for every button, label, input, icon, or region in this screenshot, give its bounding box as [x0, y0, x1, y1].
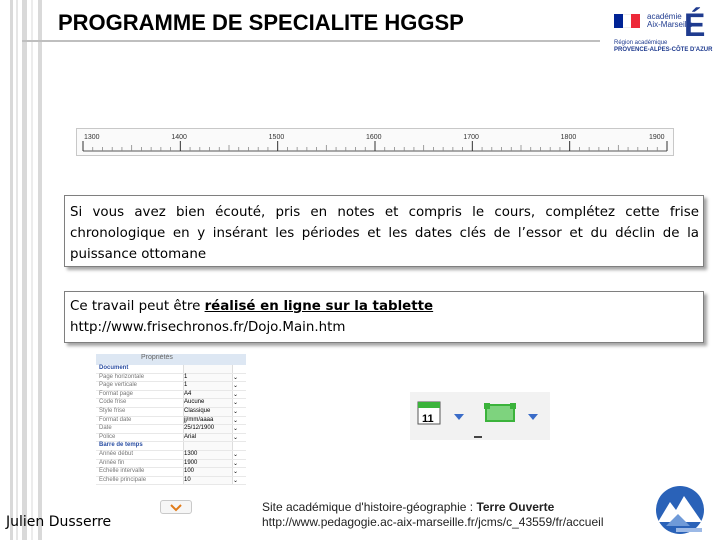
svg-text:11: 11 — [422, 413, 434, 425]
property-row[interactable] — [96, 442, 246, 451]
property-label: Echelle principale — [99, 476, 147, 483]
decorative-bars — [0, 0, 46, 540]
chevron-down-icon[interactable]: ⌄ — [232, 425, 245, 433]
online-url-link[interactable]: http://www.frisechronos.fr/Dojo.Main.htm — [70, 320, 346, 335]
property-value[interactable]: 1 — [183, 374, 232, 382]
logo-letter: É — [684, 7, 706, 43]
property-row[interactable] — [96, 417, 246, 426]
property-value[interactable]: 25/12/1900 — [183, 425, 232, 433]
property-row[interactable] — [96, 382, 246, 391]
chevron-down-icon[interactable]: ⌄ — [232, 434, 245, 442]
property-label: Page verticale — [99, 382, 138, 389]
property-label: Code frise — [99, 399, 127, 406]
property-label: Année fin — [99, 459, 125, 466]
property-row[interactable] — [96, 365, 246, 374]
properties-rows — [96, 365, 246, 485]
property-value[interactable]: jj/mm/aaaa — [183, 417, 232, 425]
instructions-text: Si vous avez bien écouté, pris en notes et compris le cours, complétez cette frise chronologique en y insérant les périodes et les dates clés de l’essor et du déclin de la puissance ottomane — [70, 205, 699, 262]
property-row[interactable] — [96, 434, 246, 443]
timeline-tick-label: 1400 — [171, 134, 187, 141]
timeline-tick-label: 1900 — [649, 134, 665, 141]
property-value[interactable]: Classique — [183, 408, 232, 416]
property-row[interactable] — [96, 399, 246, 408]
property-label: Format page — [99, 390, 134, 397]
property-label: Style frise — [99, 407, 126, 414]
chevron-down-icon[interactable]: ⌄ — [232, 417, 245, 425]
chevron-down-icon[interactable] — [454, 414, 464, 420]
online-text-prefix: Ce travail peut être — [70, 299, 205, 314]
property-value[interactable]: Arial — [183, 434, 232, 442]
chevron-down-icon — [161, 502, 191, 514]
online-emphasis: réalisé en ligne sur la tablette — [204, 299, 434, 314]
ok-button[interactable] — [160, 500, 192, 514]
logo-academie-text: académie Aix-Marseille — [647, 12, 693, 29]
property-label: Police — [99, 433, 116, 440]
property-row[interactable] — [96, 391, 246, 400]
site-credit-prefix: Site académique d'histoire-géographie : — [262, 500, 477, 514]
chevron-down-icon[interactable]: ⌄ — [232, 408, 245, 416]
chevron-down-icon[interactable]: ⌄ — [232, 382, 245, 390]
calendar-icon[interactable] — [418, 402, 440, 425]
property-row[interactable] — [96, 468, 246, 477]
page-title: PROGRAMME DE SPECIALITE HGGSP — [58, 10, 464, 35]
property-value[interactable]: A4 — [183, 391, 232, 399]
property-value[interactable]: 10 — [183, 477, 232, 485]
properties-panel — [96, 354, 246, 494]
chevron-down-icon[interactable]: ⌄ — [232, 391, 245, 399]
property-row[interactable] — [96, 451, 246, 460]
academie-logo — [612, 8, 712, 54]
property-value[interactable]: 1900 — [183, 460, 232, 468]
property-label: Page horizontale — [99, 373, 145, 380]
property-label: Echelle intervalle — [99, 468, 145, 475]
french-flag-icon — [614, 14, 640, 28]
terre-ouverte-logo-icon — [652, 482, 708, 538]
property-value[interactable]: 1300 — [183, 451, 232, 459]
header-rule — [22, 40, 600, 42]
property-label: Année début — [99, 450, 134, 457]
site-name: Terre Ouverte — [476, 500, 555, 514]
properties-panel-title: Propriétés — [96, 354, 246, 365]
property-value[interactable]: 100 — [183, 468, 232, 476]
chevron-down-icon[interactable] — [232, 442, 245, 450]
instructions-box — [64, 195, 704, 267]
logo-region-name: PROVENCE-ALPES-CÔTE D'AZUR — [614, 47, 713, 53]
property-row[interactable] — [96, 408, 246, 417]
chevron-down-icon[interactable] — [528, 414, 538, 420]
timeline-scale — [77, 129, 673, 155]
toolbar-separator — [474, 436, 482, 438]
property-value[interactable] — [183, 365, 232, 373]
chevron-down-icon[interactable]: ⌄ — [232, 460, 245, 468]
chevron-down-icon[interactable]: ⌄ — [232, 451, 245, 459]
property-value[interactable]: 1 — [183, 382, 232, 390]
timeline-tick-label: 1700 — [463, 134, 479, 141]
site-url-link[interactable]: http://www.pedagogie.ac-aix-marseille.fr/jcms/c_43559/fr/accueil — [262, 515, 604, 529]
period-icon[interactable] — [484, 403, 516, 421]
logo-region-line: Région académique — [614, 40, 668, 46]
property-label: Format date — [99, 416, 132, 423]
timeline-tick-label: 1300 — [84, 134, 100, 141]
timeline-tick-label: 1600 — [366, 134, 382, 141]
property-row[interactable] — [96, 460, 246, 469]
property-row[interactable] — [96, 477, 246, 486]
property-value[interactable] — [183, 442, 232, 450]
timeline-ruler — [76, 128, 674, 156]
online-box — [64, 291, 704, 343]
property-label: Document — [99, 365, 129, 371]
property-value[interactable]: Aucune — [183, 399, 232, 407]
property-label: Barre de temps — [99, 442, 143, 449]
property-label: Date — [99, 425, 112, 432]
chevron-down-icon[interactable]: ⌄ — [232, 477, 245, 485]
chevron-down-icon[interactable]: ⌄ — [232, 468, 245, 476]
timeline-tick-label: 1800 — [560, 134, 577, 141]
chevron-down-icon[interactable] — [232, 365, 245, 373]
chevron-down-icon[interactable]: ⌄ — [232, 374, 245, 382]
toolbar-snippet — [410, 392, 550, 440]
author-name: Julien Dusserre — [6, 514, 112, 530]
property-row[interactable] — [96, 374, 246, 383]
property-row[interactable] — [96, 425, 246, 434]
timeline-tick-label: 1500 — [268, 134, 285, 141]
site-credit — [262, 500, 554, 514]
chevron-down-icon[interactable]: ⌄ — [232, 399, 245, 407]
